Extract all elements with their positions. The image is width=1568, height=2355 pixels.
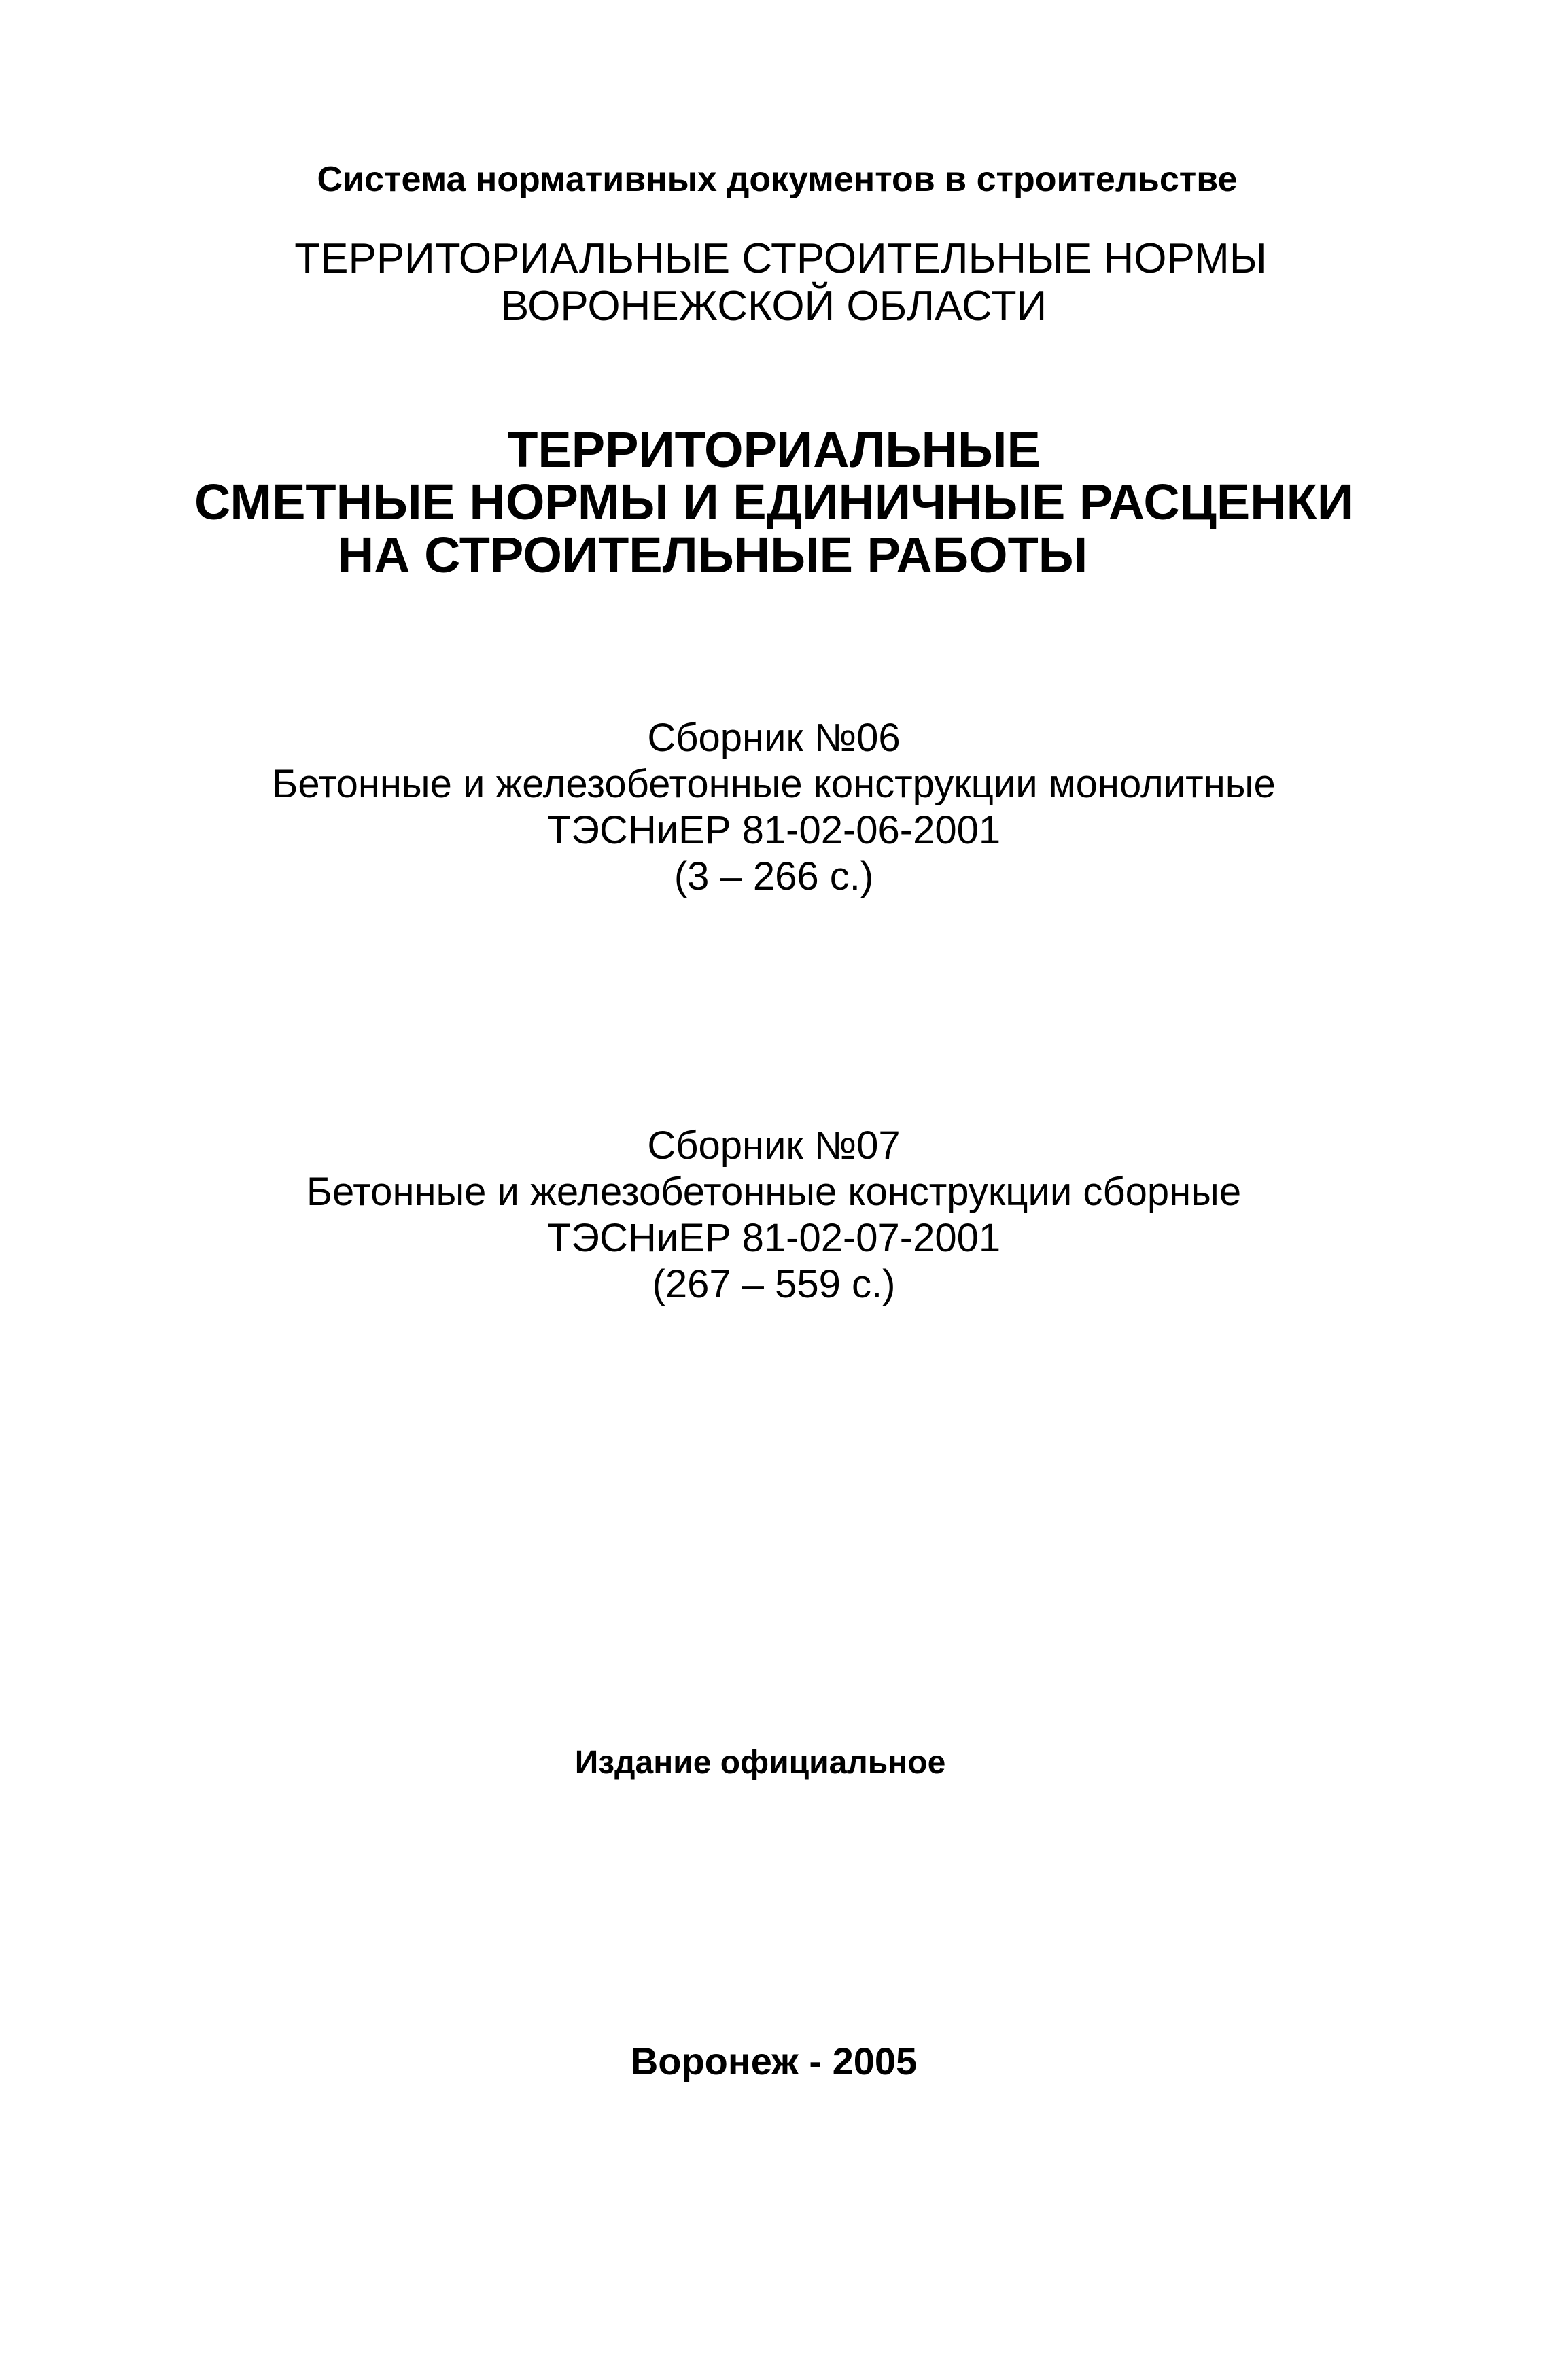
collection-07-name: Бетонные и железобетонные конструкции сборные: [306, 1170, 1242, 1214]
document-title-line-3: НА СТРОИТЕЛЬНЫЕ РАБОТЫ: [337, 527, 1088, 583]
edition-label: Издание официальное: [574, 1745, 946, 1781]
norms-heading-line-2: ВОРОНЕЖСКОЙ ОБЛАСТИ: [500, 283, 1047, 330]
collection-06-code: ТЭСНиЕР 81-02-06-2001: [546, 808, 1001, 852]
collection-06-title: Сборник №06: [647, 716, 901, 760]
collection-07-title: Сборник №07: [647, 1123, 901, 1168]
collection-07-pages: (267 – 559 с.): [652, 1262, 896, 1306]
system-caption: Система нормативных документов в строительстве: [317, 160, 1238, 199]
norms-heading-line-1: ТЕРРИТОРИАЛЬНЫЕ СТРОИТЕЛЬНЫЕ НОРМЫ: [294, 235, 1267, 282]
city-year: Воронеж - 2005: [630, 2040, 918, 2082]
collection-06-name: Бетонные и железобетонные конструкции монолитные: [272, 762, 1276, 806]
collection-06-pages: (3 – 266 с.): [674, 854, 874, 899]
document-title-line-1: ТЕРРИТОРИАЛЬНЫЕ: [507, 421, 1041, 478]
collection-07-code: ТЭСНиЕР 81-02-07-2001: [546, 1216, 1001, 1260]
document-title-line-2: СМЕТНЫЕ НОРМЫ И ЕДИНИЧНЫЕ РАСЦЕНКИ: [194, 474, 1354, 530]
